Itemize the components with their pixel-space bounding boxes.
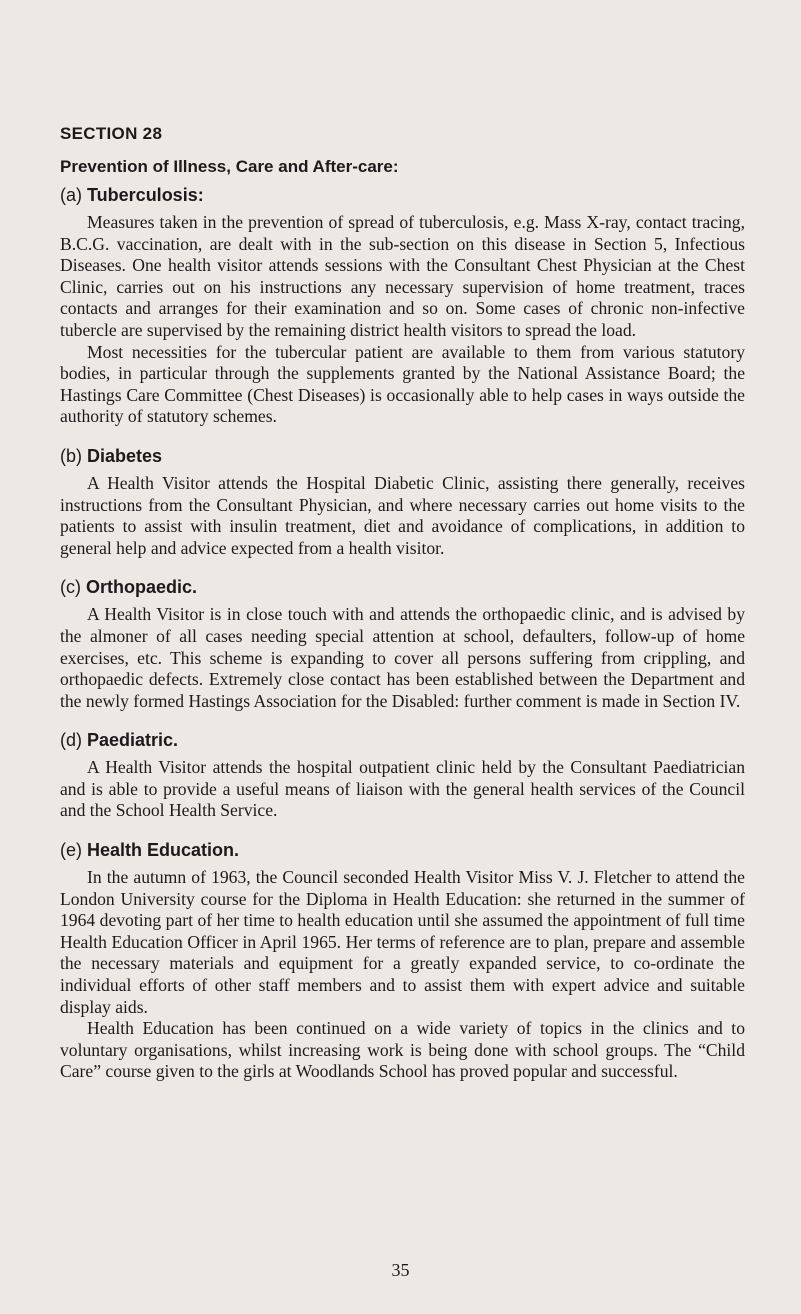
subsection-title: Orthopaedic.	[86, 577, 198, 598]
subsection-tuberculosis	[60, 185, 745, 428]
subsection-label: (c)	[60, 577, 81, 598]
paragraph: Most necessities for the tubercular patient are available to them from various statutory bodies, in particular through the supplements granted by the National Assistance Board; the Hastings Care Committee (Chest Diseases) is occasionally able to help cases in ways outside the authority of statutory schemes.	[60, 341, 745, 427]
paragraph: A Health Visitor attends the Hospital Diabetic Clinic, assisting there generally, receives instructions from the Consultant Physician, and where necessary carries out home visits to the patients to assist with insulin treatment, diet and avoidance of complications, in addition to general help and advice expected from a health visitor.	[60, 472, 745, 558]
subsection-title: Health Education.	[87, 840, 240, 861]
subsection-label: (a)	[60, 185, 82, 205]
subsection-diabetes	[60, 446, 745, 559]
subsection-title: Paediatric.	[87, 730, 179, 751]
subsection-paediatric	[60, 730, 745, 822]
subsection-heading	[60, 185, 745, 206]
section-title: SECTION 28	[60, 124, 163, 143]
subsection-title: Tuberculosis:	[87, 185, 204, 205]
subsection-heading	[60, 840, 745, 861]
paragraph: A Health Visitor attends the hospital outpatient clinic held by the Consultant Paediatrician and is able to provide a useful means of liaison with the general health services of the Council and the School Health Service.	[60, 757, 745, 821]
subsection-title: Diabetes	[87, 445, 163, 466]
subsection-label: (e)	[60, 840, 82, 861]
page-number: 35	[391, 1260, 410, 1280]
subsection-label: (b)	[60, 445, 82, 466]
paragraph: A Health Visitor is in close touch with and attends the orthopaedic clinic, and is advised by the almoner of all cases needing special attention at school, defaulters, follow-up of home exercises, etc. This scheme is expanding to cover all persons suffering from crippling, and orthopaedic defects. Extremely close contact has been established between the Department and the newly formed Hastings Association for the Disabled: further comment is made in Section IV.	[60, 604, 745, 711]
paragraph: Measures taken in the prevention of spread of tuberculosis, e.g. Mass X-ray, contact tracing, B.C.G. vaccination, are dealt with in the sub-section on this disease in Section 5, Infectious Diseases. One health visitor attends sessions with the Consultant Chest Physician at the Chest Clinic, carries out on his instructions any necessary supervision of home treatment, traces contacts and arranges for their examination and so on. Some cases of chronic non-infective tubercle are supervised by the remaining district health visitors to spread the load.	[60, 212, 745, 340]
paragraph: In the autumn of 1963, the Council seconded Health Visitor Miss V. J. Fletcher to attend the London University course for the Diploma in Health Education: she returned in the summer of 1964 devoting part of her time to health education until she assumed the appointment of full time Health Education Officer in April 1965. Her terms of reference are to plan, prepare and assemble the necessary materials and equipment for a greatly expanded service, to co-ordinate the individual efforts of other staff members and to assist them with expert advice and suitable display aids.	[60, 867, 745, 1017]
subsection-orthopaedic	[60, 577, 745, 712]
subsection-heading	[60, 730, 745, 751]
subsection-label: (d)	[60, 730, 82, 751]
subsection-health-education	[60, 840, 745, 1083]
subsection-heading	[60, 577, 745, 598]
heading-text: Prevention of Illness, Care and After-care:	[60, 157, 399, 176]
paragraph: Health Education has been continued on a wide variety of topics in the clinics and to voluntary organisations, whilst increasing work is being done with school groups. The “Child Care” course given to the girls at Woodlands School has proved popular and successful.	[60, 1018, 745, 1082]
page-heading	[60, 157, 745, 177]
subsection-heading	[60, 446, 745, 467]
